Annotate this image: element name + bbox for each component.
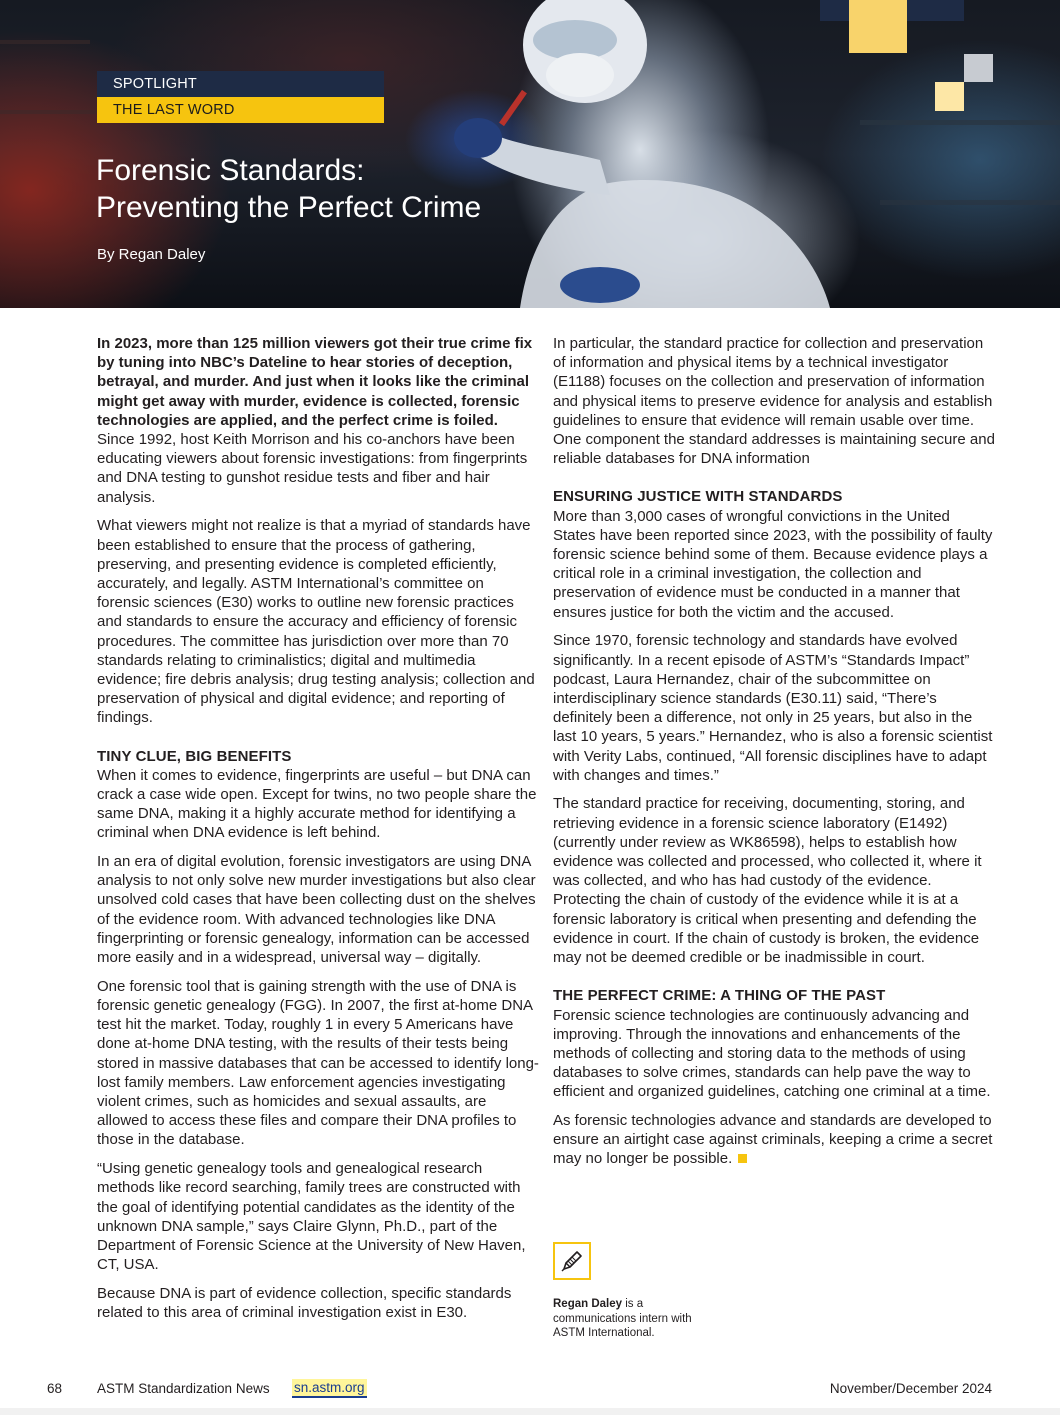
publication-name: ASTM Standardization News bbox=[97, 1381, 270, 1396]
paragraph: One forensic tool that is gaining strength with the use of DNA is forensic genetic genealogy (FGG). In 2007, the first at-home DNA test hit the market. Today, roughly 1 in every 5 Americans have done at-home DNA testing, with the results of their tests being stored in massive databases that can be accessed to identify long-lost family members. Law enforcement agencies investigating violent crimes, such as homicides and sexual assaults, are allowed to access these files and compare their DNA profiles to those in the database. bbox=[97, 977, 539, 1149]
article-column-right bbox=[553, 334, 995, 1178]
title-line-2: Preventing the Perfect Crime bbox=[96, 191, 482, 224]
paragraph bbox=[553, 1111, 995, 1169]
end-mark-icon bbox=[738, 1154, 747, 1163]
article-title bbox=[96, 152, 656, 226]
paragraph: What viewers might not realize is that a myriad of standards have been established to ensure that the process of gathering, preserving, and presenting evidence is completed efficiently, accurately, and legally. ASTM International’s committee on forensic sciences (E30) works to outline new forensic practices and standards to ensure the accuracy and efficiency of forensic procedures. The committee has jurisdiction over more than 70 standards relating to criminalistics; digital and multimedia evidence; fire debris analysis; drug testing analysis; collection and preservation of physical and digital evidence; and reporting of findings. bbox=[97, 517, 535, 727]
decor-square bbox=[935, 82, 964, 111]
lead-text: In 2023, more than 125 million viewers got their true crime fix by tuning into NBC’s Dateline to hear stories of deception, betrayal, and murder. And just when it looks like the criminal might get away with murder, evidence is collected, forensic technologies are applied, and the perfect crime is foiled. bbox=[97, 335, 533, 429]
paragraph: Because DNA is part of evidence collection, specific standards related to this area of criminal investigation exist in E30. bbox=[97, 1284, 512, 1322]
author-name: Regan Daley bbox=[553, 1298, 623, 1310]
title-line-1: Forensic Standards: bbox=[96, 154, 365, 187]
article-column-left bbox=[97, 334, 539, 1332]
issue-date: November/December 2024 bbox=[829, 1381, 992, 1396]
author-bio bbox=[553, 1297, 713, 1341]
hero-photo bbox=[0, 0, 1060, 308]
paragraph: In an era of digital evolution, forensic investigators are using DNA analysis to not only solve new murder investigations but also clear unsolved cold cases that have been collecting dust on the shelves of the evidence room. With advanced technologies like DNA fingerprinting or forensic genealogy, information can be accessed more easily and in a widespread, universal way – digitally. bbox=[97, 853, 536, 967]
paragraph-text: Since 1992, host Keith Morrison and his co-anchors have been educating viewers about forensic investigations: from fingerprints and DNA testing to gunshot residue tests and fiber and hair analysis. bbox=[97, 431, 528, 506]
website-link[interactable]: sn.astm.org bbox=[292, 1379, 367, 1398]
decor-square bbox=[820, 0, 849, 21]
paragraph: In particular, the standard practice for collection and preservation of information and physical items by a technical investigator (E1188) focuses on the collection and preservation of information and physical items to preserve evidence for analysis and establish guidelines to ensure that evidence will remain usable over time. One component the standard addresses is maintaining secure and reliable databases for DNA information bbox=[553, 335, 995, 468]
pen-icon bbox=[553, 1242, 591, 1280]
paragraph: “Using genetic genealogy tools and genealogical research methods like record searching, family trees are constructed with the goal of identifying potential candidates as the identity of the unknown DNA sample,” says Claire Glynn, Ph.D., part of the Department of Forensic Science at the University of New Haven, CT, USA. bbox=[97, 1160, 526, 1274]
paragraph-text: As forensic technologies advance and standards are developed to ensure an airtight case against criminals, keeping a crime a secret may no longer be possible. bbox=[553, 1112, 993, 1168]
section-heading: THE PERFECT CRIME: A THING OF THE PAST bbox=[553, 987, 886, 1005]
paragraph: Since 1970, forensic technology and standards have evolved significantly. In a recent episode of ASTM’s “Standards Impact” podcast, Laura Hernandez, chair of the subcommittee on interdisciplinary science standards (E30.11) said, “There’s definitely been a difference, not only in 25 years, but also in the last 10 years, 5 years.” Hernandez, who is also a forensic scientist with Verity Labs, continued, “All forensic disciplines have to adapt with changes and times.” bbox=[553, 632, 993, 784]
paragraph: When it comes to evidence, fingerprints are useful – but DNA can crack a case wide open. Except for twins, no two people share the same DNA, making it a highly accurate method for identifying a criminal when DNA evidence is left behind. bbox=[97, 766, 537, 842]
paragraph: More than 3,000 cases of wrongful convictions in the United States have been reported since 2023, with the possibility of faulty forensic science behind some of them. Because evidence plays a critical role in a criminal investigation, the collection and preservation of evidence must be conducted in a manner that ensures justice for both the victim and the accused. bbox=[553, 507, 993, 621]
decor-square bbox=[964, 54, 993, 82]
byline: By Regan Daley bbox=[97, 246, 206, 263]
section-tag: SPOTLIGHT bbox=[97, 71, 384, 97]
section-heading: ENSURING JUSTICE WITH STANDARDS bbox=[553, 488, 843, 506]
page-number: 68 bbox=[47, 1381, 63, 1396]
paragraph: The standard practice for receiving, documenting, storing, and retrieving evidence in a forensic science laboratory (E1492) (currently under review as WK86598), helps to establish how evidence was collected and processed, who collected it, where it was collected, and who has had custody of the evidence. Protecting the chain of custody of the evidence while it is at a forensic laboratory is critical when presenting and defending the evidence in court. If the chain of custody is broken, the evidence may not be deemed credible or be inadmissible in court. bbox=[553, 795, 982, 967]
column-tag: THE LAST WORD bbox=[97, 97, 384, 123]
author-bio-text: is a communications intern with ASTM International. bbox=[553, 1298, 692, 1339]
decor-square bbox=[907, 0, 964, 21]
section-heading: TINY CLUE, BIG BENEFITS bbox=[97, 747, 292, 765]
paragraph bbox=[97, 334, 539, 507]
decor-square bbox=[849, 0, 907, 53]
bottom-bar bbox=[0, 1408, 1060, 1415]
pen-icon-graphic bbox=[559, 1248, 585, 1274]
paragraph: Forensic science technologies are continuously advancing and improving. Through the innovations and enhancements of the methods of collecting and storing data to the methods of using databases to solve crimes, standards can help pave the way to efficient and organized guidelines, catching one criminal at a time. bbox=[553, 1006, 991, 1101]
